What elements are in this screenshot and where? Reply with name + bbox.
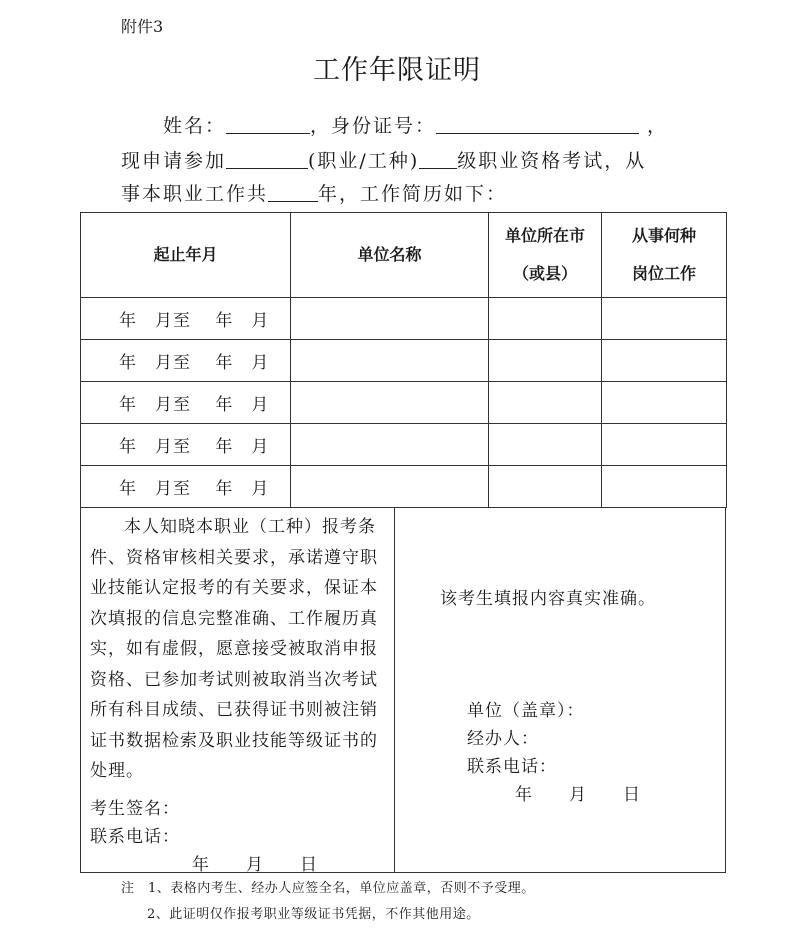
unit-name-cell[interactable]	[291, 466, 489, 508]
header-period: 起止年月	[81, 213, 291, 298]
apply-prefix: 现申请参加	[121, 150, 227, 172]
unit-name-cell[interactable]	[291, 340, 489, 382]
table-row	[81, 382, 727, 424]
unit-phone-label[interactable]: 联系电话：	[467, 757, 557, 777]
header-location-line2: （或县）	[512, 264, 577, 283]
header-position-line1: 从事何种	[631, 226, 696, 245]
period-cell[interactable]: 年 月至 年 月	[81, 466, 291, 508]
position-cell[interactable]	[602, 382, 727, 424]
location-cell[interactable]	[489, 298, 602, 340]
id-label: ，身份证号：	[310, 115, 437, 137]
id-number-field[interactable]	[436, 114, 639, 134]
table-row	[81, 466, 727, 508]
header-position-line2: 岗位工作	[631, 264, 696, 283]
period-cell[interactable]: 年 月至 年 月	[81, 298, 291, 340]
unit-seal-label[interactable]: 单位（盖章）：	[467, 701, 585, 721]
note-2: 2、此证明仅作报考职业等级证书凭据，不作其他用途。	[147, 907, 480, 922]
location-cell[interactable]	[489, 340, 602, 382]
work-years-field[interactable]	[268, 182, 318, 202]
pledge-certification-box	[80, 508, 726, 873]
name-label: 姓名：	[163, 115, 227, 137]
exam-level-field[interactable]	[419, 149, 457, 169]
name-field[interactable]	[226, 114, 310, 134]
work-prefix: 事本职业工作共	[121, 183, 269, 205]
unit-name-cell[interactable]	[291, 382, 489, 424]
table-row	[81, 424, 727, 466]
candidate-phone-label[interactable]: 联系电话：	[90, 827, 180, 847]
handler-label[interactable]: 经办人：	[467, 729, 539, 749]
unit-name-cell[interactable]	[291, 298, 489, 340]
intro-line-2	[121, 146, 646, 173]
intro-line-3	[121, 179, 507, 206]
position-cell[interactable]	[602, 466, 727, 508]
certification-date[interactable]: 年 月 日	[515, 785, 641, 805]
header-location	[489, 213, 602, 298]
note-1: 注 1、表格内考生、经办人应签全名，单位应盖章，否则不予受理。	[121, 881, 535, 896]
unit-name-cell[interactable]	[291, 424, 489, 466]
exam-occupation-field[interactable]	[226, 149, 308, 169]
table-row	[81, 298, 727, 340]
page-title: 工作年限证明	[313, 55, 481, 86]
level-suffix: 级职业资格考试，从	[457, 150, 647, 172]
table-row	[81, 340, 727, 382]
header-unit-name: 单位名称	[291, 213, 489, 298]
certification-statement: 该考生填报内容真实准确。	[440, 589, 656, 609]
position-cell[interactable]	[602, 424, 727, 466]
work-history-table	[80, 212, 727, 508]
signature-label[interactable]: 考生签名：	[90, 799, 180, 819]
position-cell[interactable]	[602, 298, 727, 340]
box-divider	[394, 508, 395, 872]
location-cell[interactable]	[489, 424, 602, 466]
period-cell[interactable]: 年 月至 年 月	[81, 424, 291, 466]
pledge-text: 本人知晓本职业（工种）报考条件、资格审核相关要求，承诺遵守职业技能认定报考的有关要求，保证本次填报的信息完整准确、工作履历真实，如有虚假，愿意接受被取消申报资格、已参加考试则被取消当次考试所有科目成绩、已获得证书则被注销证书数据检索及职业技能等级证书的处理。	[90, 517, 378, 781]
period-cell[interactable]: 年 月至 年 月	[81, 382, 291, 424]
position-cell[interactable]	[602, 340, 727, 382]
intro-line-1	[163, 111, 668, 138]
table-header-row	[81, 213, 727, 298]
candidate-date[interactable]: 年 月 日	[192, 855, 318, 875]
location-cell[interactable]	[489, 382, 602, 424]
attachment-label: 附件3	[121, 17, 164, 36]
work-suffix: 年，工作简历如下：	[318, 183, 508, 205]
period-cell[interactable]: 年 月至 年 月	[81, 340, 291, 382]
occupation-label: (职业/工种)	[308, 150, 420, 172]
id-tail: ，	[647, 115, 669, 137]
location-cell[interactable]	[489, 466, 602, 508]
header-position	[602, 213, 727, 298]
header-location-line1: 单位所在市	[504, 226, 585, 245]
